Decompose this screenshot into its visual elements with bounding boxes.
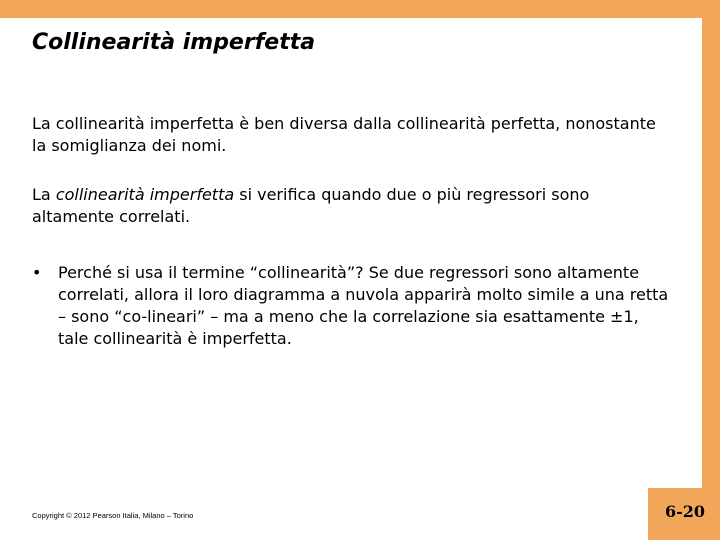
bullet-text: Perché si usa il termine “collinearità”? Se due regressori sono altamente correlati, allora il loro diagramma a nuvola apparirà molto simile a una retta – sono “co-lineari” – ma a meno che la correlazione sia esattamente ±1, tale collinearità è imperfetta. xyxy=(58,263,669,348)
paragraph-2 xyxy=(32,184,662,228)
copyright-notice: Copyright © 2012 Pearson Italia, Milano – Torino xyxy=(32,511,194,520)
paragraph-2-suffix: si verifica quando due o più regressori sono altamente correlati. xyxy=(32,185,590,226)
paragraph-2-prefix: La xyxy=(32,185,56,204)
paragraph-1: La collinearità imperfetta è ben diversa dalla collinearità perfetta, nonostante la somiglianza dei nomi. xyxy=(32,114,656,155)
paragraph-2-term: collinearità imperfetta xyxy=(55,185,235,204)
slide-title: Collinearità imperfetta xyxy=(32,30,316,55)
bullet-item xyxy=(32,262,672,350)
bullet-marker: • xyxy=(32,263,42,282)
page-number: 6-20 xyxy=(665,502,706,521)
